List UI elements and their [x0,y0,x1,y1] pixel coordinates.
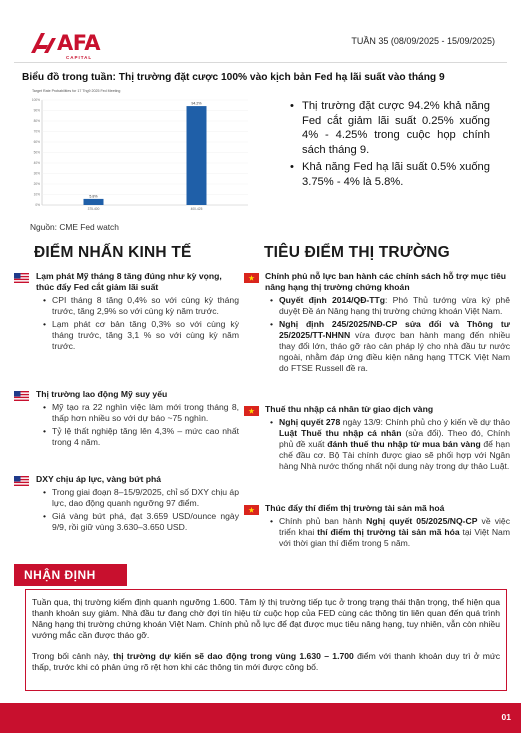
market-section-title: TIÊU ĐIỂM THỊ TRƯỜNG [264,244,450,261]
item-title: Lạm phát Mỹ tháng 8 tăng đúng như kỳ vọng, thúc đẩy Fed cắt giảm lãi suất [36,271,222,292]
y-tick-label: 80% [33,119,40,123]
bullet: • Giá vàng bứt phá, đạt 3.659 USD/ounce ngày 9/9, rồi giữ vùng 3.630–3.650 USD. [42,511,239,533]
chart-summary-item: • Thị trường đặt cược 94.2% khả năng Fed cắt giảm lãi suất 0.25% xuống 4% - 4.25% trong cuộc họp chính sách tháng 9. [290,99,490,157]
y-tick-label: 70% [33,129,40,134]
bullet: • Nghị quyết 278 ngày 13/9: Chính phủ cho ý kiến về dự thảo Luật Thuế thu nhập cá nhân (sửa đổi). Theo đó, Chính phủ đề xuất đánh thuế thu nhập từ mua bán vàng để hạn chế đầu cơ. Bộ Tài chính được giao sẽ phối hợp với Ngân hàng Nhà nước thống nhất nội dung này trong dự thảo Luật. [269,417,510,472]
economy-item-inflation [14,271,239,352]
y-tick-label: 30% [33,171,40,176]
assessment-paragraph: Trong bối cảnh này, thị trường dự kiến sẽ dao động trong vùng 1.630 – 1.700 điểm với thanh khoản duy trì ở mức thấp, trước khi có phản ứng rõ rệt hơn khi các thông tin mới được công bố. [32,651,500,672]
item-title: Thị trường lao động Mỹ suy yếu [36,389,168,399]
item-title: Chính phủ nỗ lực ban hành các chính sách hỗ trợ mục tiêu nâng hạng thị trường chứng khoán [265,271,507,292]
item-title: Thúc đẩy thí điểm thị trường tài sản mã hoá [265,503,445,513]
y-tick-label: 50% [33,150,40,155]
chart-summary-item: • Khả năng Fed hạ lãi suất 0.5% xuống 3.75% - 4% là 5.8%. [290,160,490,189]
x-tick-label: 375-400 [87,207,100,211]
x-tick-label: 400-425 [190,207,203,211]
logo [30,32,100,54]
assessment-paragraph: Tuần qua, thị trường kiểm định quanh ngưỡng 1.600. Tâm lý thị trường tiếp tục ở trong trạng thái thận trọng, thể hiện qua thanh khoản suy giảm. Nhà đầu tư đang chờ đợi tín hiệu từ cuộc họp của FED cùng các thông tin liên quan đến quá trình Nâng hạng thị trường chứng khoán Việt Nam. Chính phủ nỗ lực để đạt được mục tiêu nâng hạng, tuy nhiên, vẫn còn nhiều vướng mắc cần được tháo gỡ. [32,597,500,640]
y-tick-label: 0% [35,203,40,207]
us-flag-icon [14,391,29,401]
chart-section-title: Biểu đồ trong tuần: Thị trường đặt cược 100% vào kịch bản Fed hạ lãi suất vào tháng 9 [22,72,445,83]
chart-source: Nguồn: CME Fed watch [30,222,119,232]
y-tick-label: 10% [33,192,40,197]
market-item-upgrade [244,271,510,374]
economy-section-title: ĐIỂM NHẤN KINH TẾ [34,244,192,261]
chart-summary-list [290,99,490,192]
y-tick-label: 20% [33,182,40,186]
bullet: • Lạm phát cơ bản tăng 0,3% so với cùng kỳ tháng trước, tăng 3,1 % so với cùng kỳ năm trước. [42,319,239,352]
assessment-title: NHẬN ĐỊNH [24,568,96,582]
page-header [0,0,521,70]
bullet: • CPI tháng 8 tăng 0,4% so với cùng kỳ tháng trước, tăng 2,9% so với cùng kỳ năm trước. [42,295,239,317]
us-flag-icon [14,273,29,283]
economy-item-labor [14,389,239,448]
bullet: • Chính phủ ban hành Nghị quyết 05/2025/NQ-CP về việc triển khai thí điểm thị trường tài sản mã hóa tại Việt Nam với thời gian thí điểm trong 5 năm. [269,516,510,549]
page-footer [0,703,521,733]
page-number: 01 [501,712,511,722]
assessment-header [14,564,127,586]
vn-flag-icon [244,273,259,283]
bar-data-label: 94.2% [191,101,202,106]
bar-data-label: 5.8% [89,194,98,199]
y-tick-label: 100% [31,98,40,102]
item-bullets [269,516,510,549]
item-bullets [42,487,239,533]
item-bullets [269,295,510,374]
item-bullets [42,402,239,448]
vn-flag-icon [244,505,259,515]
bullet: • Tỷ lệ thất nghiệp tăng lên 4,3% – mức cao nhất trong 4 năm. [42,426,239,448]
market-item-gold-tax [244,404,510,472]
week-label: TUẦN 35 (08/09/2025 - 15/09/2025) [351,36,495,46]
item-bullets [42,295,239,352]
y-tick-label: 60% [33,140,40,144]
economy-item-dxy [14,474,239,533]
us-flag-icon [14,476,29,486]
vn-flag-icon [244,406,259,416]
bullet: • Quyết định 2014/QĐ-TTg: Phó Thủ tướng vừa ký phê duyệt Đề án Nâng hạng thị trường chứng khoán Việt Nam. [269,295,510,317]
chart-svg [28,86,252,218]
bullet: • Trong giai đoạn 8–15/9/2025, chỉ số DXY chịu áp lực, dao động quanh ngưỡng 97 điểm. [42,487,239,509]
y-tick-label: 40% [33,161,40,165]
bullet: • Mỹ tạo ra 22 nghìn việc làm mới trong tháng 8, thấp hơn nhiều so với dự báo ~75 nghìn. [42,402,239,424]
market-item-crypto [244,503,510,549]
bar-375-400 [84,199,104,205]
bar-400-425 [187,106,207,205]
chart-title-text: Target Rate Probabilities for 17 Thg9 2025 Fed Meeting [32,89,121,93]
item-title: Thuế thu nhập cá nhân từ giao dịch vàng [265,404,434,414]
header-divider [14,62,507,63]
logo-mark-icon [30,32,56,54]
item-title: DXY chịu áp lực, vàng bứt phá [36,474,161,484]
item-bullets [269,417,510,472]
logo-text: AFA [57,31,100,55]
probability-chart [28,86,252,218]
bullet: • Nghị định 245/2025/NĐ-CP sửa đổi và Thông tư 25/2025/TT-NHNN vừa được ban hành mang đến nhiều thay đổi lớn, tháo gỡ rào cản pháp lý cho nhà đầu tư nước ngoài, nhằm đáp ứng điều kiện nâng hạng TTCK Việt Nam do FTSE Russell đề ra. [269,319,510,374]
logo-subtext: CAPITAL [66,55,93,60]
y-tick-label: 90% [33,108,40,113]
assessment-box [25,589,507,691]
